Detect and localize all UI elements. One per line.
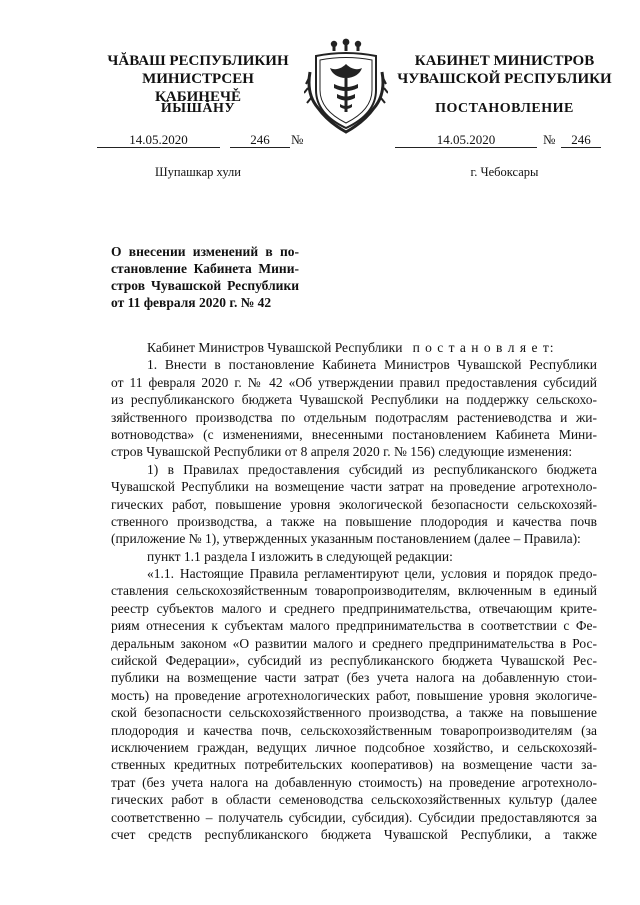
body-line: деральным законом «О развитии малого и среднего предпринимательства в Рос- bbox=[111, 635, 597, 651]
document-body bbox=[111, 339, 597, 843]
body-line: 1. Внести в постановление Кабинета Министров Чувашской Республики bbox=[147, 357, 597, 373]
date-field-left: 14.05.2020 bbox=[97, 132, 220, 148]
header-right bbox=[397, 52, 612, 88]
subject-line: стров Чувашской Республики bbox=[111, 278, 299, 293]
doctype-left: ЙЫШĂНУ bbox=[160, 101, 236, 116]
body-line: мость) на проведение агротехнологических работ, повышение уровня экологиче- bbox=[111, 687, 597, 703]
registration-right bbox=[395, 132, 612, 148]
subject-line: от 11 февраля 2020 г. № 42 bbox=[111, 295, 272, 310]
body-line: вотноводства» (с изменениями, внесенными постановлением Кабинета Мини- bbox=[111, 426, 597, 442]
body-line: соответственно – получатель субсидии, субсидия). Субсидии предоставляются за bbox=[111, 809, 597, 825]
body-line: ственного производства, а также на повышение плодородия и качества почв bbox=[111, 513, 597, 529]
place-left: Шупашкар хули bbox=[155, 165, 241, 179]
body-line: от 11 февраля 2020 г. № 42 «Об утверждении правил предоставления субсидий bbox=[111, 374, 597, 390]
body-line: ставления сельскохозяйственным товаропроизводителям, включенным в единый bbox=[111, 583, 597, 599]
body-line: пункт 1.1 раздела I изложить в следующей редакции: bbox=[147, 548, 453, 564]
body-line: стров Чувашской Республики от 8 апреля 2020 г. № 156) следующие изменения: bbox=[111, 444, 573, 460]
body-line: публики на возмещение части затрат (без учета налога на добавленную стои- bbox=[111, 670, 597, 686]
number-field-left: 246 bbox=[230, 132, 290, 148]
header-left-line1: ЧĂВАШ РЕСПУБЛИКИН bbox=[107, 53, 289, 69]
subject-line: О внесении изменений в по- bbox=[111, 244, 299, 259]
header-left bbox=[98, 52, 298, 106]
body-line: зяйственного производства по отдельным подотраслям растениеводства и жи- bbox=[111, 409, 597, 425]
body-line: реестр субъектов малого и среднего предпринимательства, отвечающим крите- bbox=[111, 600, 597, 616]
body-line: ской безопасности сельскохозяйственного производства, а также на повышение bbox=[111, 705, 597, 721]
header-right-line2: ЧУВАШСКОЙ РЕСПУБЛИКИ bbox=[397, 71, 612, 87]
body-line: «1.1. Настоящие Правила регламентируют цели, условия и порядок предо- bbox=[147, 566, 597, 582]
body-line: гических работ, повышение уровня экологической безопасности сельскохозяй- bbox=[111, 496, 597, 512]
body-line: 1) в Правилах предоставления субсидий из республиканского бюджета bbox=[147, 461, 597, 477]
body-line: (приложение № 1), утвержденных указанным постановлением (далее – Правила): bbox=[111, 531, 581, 547]
document-subject bbox=[111, 243, 299, 311]
coat-of-arms-emblem bbox=[304, 38, 388, 134]
body-line: плодородия и качества почв, сельскохозяйственным товаропроизводителям (за bbox=[111, 722, 597, 738]
header-right-line1: КАБИНЕТ МИНИСТРОВ bbox=[414, 53, 595, 69]
body-line: гических работ в области семеноводства сельскохозяйственных культур (далее bbox=[111, 792, 597, 808]
body-line: риям отнесения к субъектам малого предпринимательства в соответствии с Фе- bbox=[111, 618, 597, 634]
body-line: из республиканского бюджета Чувашской Республики на поддержку сельскохо- bbox=[111, 392, 597, 408]
number-sign-right: № bbox=[543, 132, 556, 147]
preamble-verb: п о с т а н о в л я е т: bbox=[412, 340, 555, 355]
body-line: исключением граждан, ведущих личное подсобное хозяйство, и сельскохозяй- bbox=[111, 739, 597, 755]
number-field-right: 246 bbox=[561, 132, 601, 148]
subject-line: становление Кабинета Мини- bbox=[111, 261, 299, 276]
number-sign-left: № bbox=[291, 132, 304, 147]
preamble-subject: Кабинет Министров Чувашской Республики bbox=[147, 340, 403, 355]
body-line: Чувашской Республики на возмещение части затрат на проведение агротехноло- bbox=[111, 479, 597, 495]
preamble-line bbox=[111, 339, 597, 356]
date-field-right: 14.05.2020 bbox=[395, 132, 537, 148]
registration-left bbox=[97, 132, 314, 148]
body-line: ственных кредитных потребительских кооперативов) на возмещение части за- bbox=[111, 757, 597, 773]
body-line: трат (без учета налога на добавленную стоимость) на проведение агротехноло- bbox=[111, 774, 597, 790]
place-right: г. Чебоксары bbox=[470, 165, 539, 179]
body-line: сийской Федерации», субсидий из республиканского бюджета Чувашской Рес- bbox=[111, 653, 597, 669]
doctype-right: ПОСТАНОВЛЕНИЕ bbox=[435, 101, 574, 116]
body-line: счет средств республиканского бюджета Чувашской Республики, а также bbox=[111, 826, 597, 842]
header-left-line2: МИНИСТРСЕН КАБИНЕЧĚ bbox=[142, 71, 254, 105]
